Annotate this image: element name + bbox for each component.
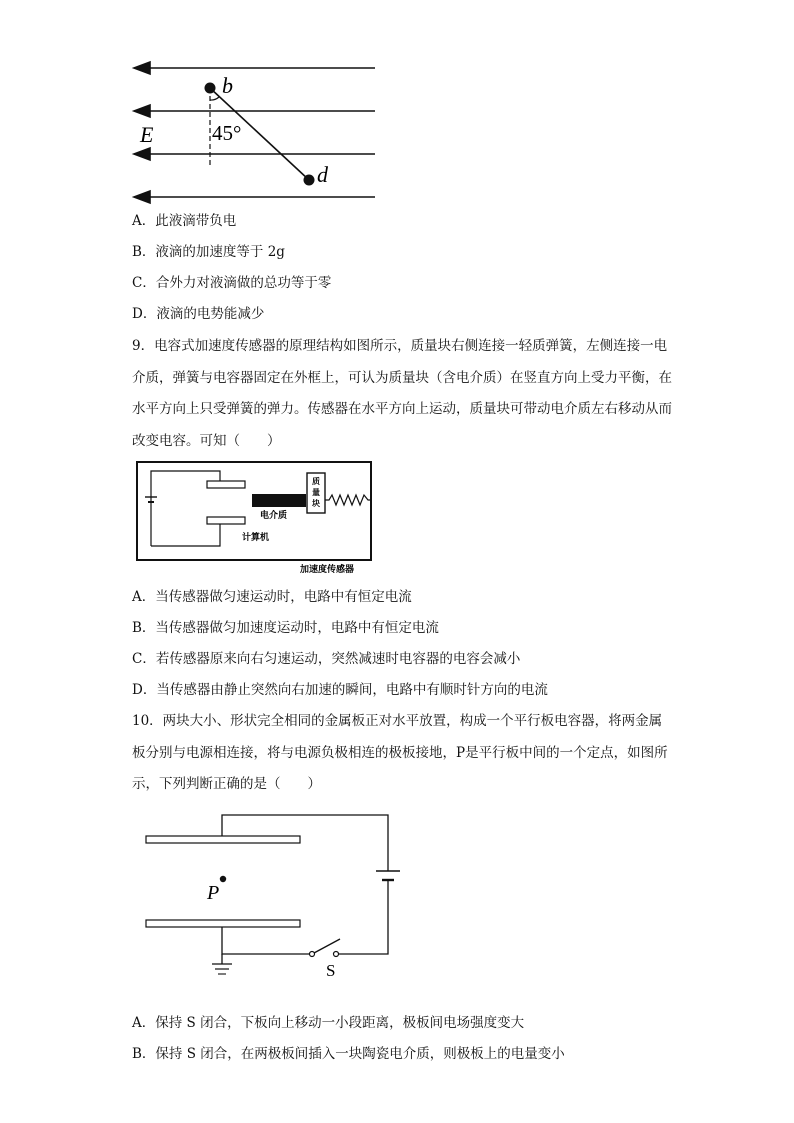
- q8-option-c: C．合外力对液滴做的总功等于零: [132, 275, 332, 291]
- computer-label: 计算机: [242, 532, 270, 542]
- sensor-diagram: [136, 461, 376, 577]
- label-d: d: [317, 162, 328, 187]
- q9-option-c: C．若传感器原来向右匀速运动，突然减速时电容器的电容会减小: [132, 651, 521, 667]
- q10-stem: 10．两块大小、形状完全相同的金属板正对水平放置，构成一个平行板电容器，将两金属板分别与电源相连接，将与电源负极相连的极板接地，P是平行板中间的一个定点，如图所示，下列判断正确的是（ ）: [132, 713, 668, 792]
- q8-option-d: D．液滴的电势能减少: [132, 306, 265, 322]
- capacitor-circuit-diagram: [140, 806, 410, 981]
- label-E: E: [140, 122, 154, 147]
- mass-label-1: 质: [312, 477, 320, 486]
- label-angle: 45°: [212, 121, 242, 145]
- q10-option-a: A．保持 S 闭合，下板向上移动一小段距离，极板间电场强度变大: [132, 1015, 525, 1031]
- q9-option-d: D．当传感器由静止突然向右加速的瞬间，电路中有顺时针方向的电流: [132, 682, 548, 698]
- q10-option-b: B．保持 S 闭合，在两极板间插入一块陶瓷电介质，则极板上的电量变小: [132, 1046, 565, 1062]
- q9-option-a: A．当传感器做匀速运动时，电路中有恒定电流: [132, 589, 412, 605]
- mass-label-2: 量: [312, 488, 320, 497]
- sensor-caption: 加速度传感器: [300, 564, 355, 574]
- switch-S-label: S: [326, 961, 336, 980]
- dielectric-label: 电介质: [260, 510, 288, 520]
- q8-option-a: A．此液滴带负电: [132, 213, 237, 229]
- field-diagram: [130, 58, 380, 206]
- q9-option-b: B．当传感器做匀加速度运动时，电路中有恒定电流: [132, 620, 439, 636]
- point-P-label: P: [207, 882, 220, 904]
- q9-stem: 9．电容式加速度传感器的原理结构如图所示，质量块右侧连接一轻质弹簧，左侧连接一电介质，弹簧与电容器固定在外框上，可认为质量块（含电介质）在竖直方向上受力平衡，在水平方向上只受弹簧的弹力。传感器在水平方向上运动，质量块可带动电介质左右移动从而改变电容。可知（ ）: [132, 338, 672, 449]
- label-b: b: [222, 73, 233, 98]
- mass-label-3: 块: [312, 499, 320, 508]
- q8-option-b: B．液滴的加速度等于 2g: [132, 244, 285, 260]
